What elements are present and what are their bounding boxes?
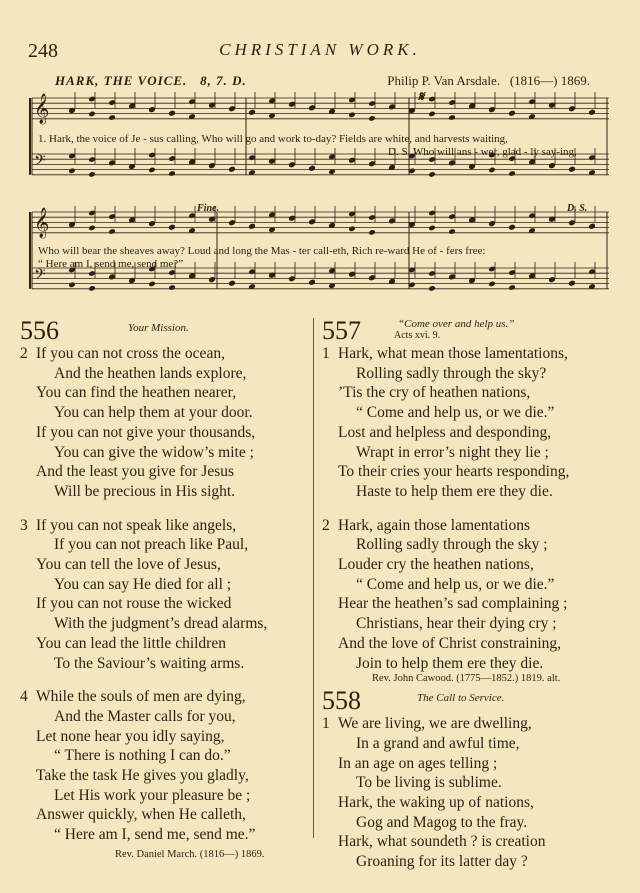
verse-line bbox=[322, 714, 622, 734]
note-head bbox=[428, 225, 436, 232]
verse-line bbox=[20, 707, 305, 727]
verse-line-text: You can lead the little children bbox=[36, 634, 226, 652]
verse-line-text: Christians, hear their dying cry ; bbox=[356, 615, 557, 633]
stanza-gap bbox=[20, 502, 305, 516]
note-head bbox=[68, 168, 76, 175]
verse-line bbox=[322, 364, 622, 384]
verse-line bbox=[322, 813, 622, 833]
verse-line-text: Hark, the waking up of nations, bbox=[338, 794, 534, 812]
verse-line-text: Hark, again those lamentations bbox=[338, 516, 530, 534]
verse-line-text: Groaning for its latter day ? bbox=[356, 853, 528, 871]
verse-line-text: And the least you give for Jesus bbox=[36, 463, 235, 481]
note-head bbox=[508, 224, 516, 231]
verse-line-text: Gog and Magog to the fray. bbox=[356, 813, 528, 831]
verse-line bbox=[20, 423, 305, 443]
stanza-number: 3 bbox=[20, 516, 28, 534]
note-head bbox=[428, 285, 436, 292]
verse-line bbox=[322, 614, 622, 634]
composer-name: Philip P. Van Arsdale. bbox=[387, 73, 501, 88]
note-head bbox=[168, 224, 176, 231]
verse-line-text: And the Master calls for you, bbox=[54, 707, 236, 725]
verse-line bbox=[20, 383, 305, 403]
note-head bbox=[88, 171, 96, 178]
verse-line-text: You can tell the love of Jesus, bbox=[36, 556, 221, 574]
verse-line bbox=[20, 766, 305, 786]
verse-line-text: You can find the heathen nearer, bbox=[36, 384, 237, 402]
hymn-title: Your Mission. bbox=[128, 322, 189, 334]
verse-line-text: Haste to help them ere they die. bbox=[356, 482, 553, 500]
treble-clef-icon: 𝄞 bbox=[34, 94, 50, 124]
note-head bbox=[488, 281, 496, 288]
verse-line-text: Rolling sadly through the sky? bbox=[356, 364, 547, 382]
fine-mark: Fine. bbox=[197, 203, 219, 214]
verse-line bbox=[20, 594, 305, 614]
verse-line bbox=[322, 555, 622, 575]
verse-line bbox=[20, 746, 305, 766]
verse-line-text: Lost and helpless and desponding, bbox=[338, 423, 552, 441]
verse-line bbox=[322, 344, 622, 364]
verse-line-text: If you can not preach like Paul, bbox=[54, 536, 249, 554]
verse-line bbox=[20, 634, 305, 654]
verse-line bbox=[322, 754, 622, 774]
verse-line bbox=[20, 403, 305, 423]
stanza-gap bbox=[20, 673, 305, 687]
note-head bbox=[68, 282, 76, 289]
verse-line-text: In a grand and awful time, bbox=[356, 734, 520, 752]
verse-line-text: And the heathen lands explore, bbox=[54, 364, 247, 382]
verse-line bbox=[322, 383, 622, 403]
verse-line-text: If you can not speak like angels, bbox=[36, 516, 237, 534]
verse-line bbox=[20, 344, 305, 364]
bass-clef-icon: 𝄢 bbox=[34, 152, 46, 173]
verse-line-text: Take the task He gives you gladly, bbox=[36, 767, 249, 785]
verse-line-text: If you can not rouse the wicked bbox=[36, 595, 232, 613]
verse-line bbox=[20, 805, 305, 825]
verse-line-text: Answer quickly, when He calleth, bbox=[36, 806, 246, 824]
tune-title: HARK, THE VOICE. bbox=[55, 73, 188, 88]
note-head bbox=[108, 114, 116, 121]
verse-line-text: Will be precious in His sight. bbox=[54, 482, 236, 500]
verse-line bbox=[20, 825, 305, 845]
system2-lyric-2: “ Here am I, send me, send me?” bbox=[38, 258, 184, 270]
note-head bbox=[368, 115, 376, 122]
tune-composer bbox=[387, 73, 590, 89]
page-number: 248 bbox=[28, 40, 58, 62]
note-head bbox=[148, 167, 156, 174]
hymn-number: 558 bbox=[322, 686, 361, 716]
scripture-reference: Acts xvi. 9. bbox=[394, 330, 441, 341]
verse-line bbox=[322, 423, 622, 443]
verse-line bbox=[322, 832, 622, 852]
note-head bbox=[248, 223, 256, 230]
verse-line bbox=[322, 734, 622, 754]
note-head bbox=[88, 225, 96, 232]
verse-line-text: We are living, we are dwelling, bbox=[338, 715, 532, 733]
verse-line-text: Join to help them ere they die. bbox=[356, 654, 544, 672]
verse-line bbox=[20, 443, 305, 463]
verse-line-text: With the judgment’s dread alarms, bbox=[54, 615, 268, 633]
hymn-556-text bbox=[20, 344, 305, 845]
verse-line-text: You can help them at your door. bbox=[54, 404, 253, 422]
hymn-556 bbox=[20, 318, 305, 860]
hymn-title: “Come over and help us.” bbox=[398, 318, 515, 330]
hymn-558-text bbox=[322, 714, 622, 872]
note-head bbox=[428, 171, 436, 178]
ds-mark: D. S. bbox=[567, 203, 588, 214]
verse-line bbox=[322, 773, 622, 793]
hymn-556-header bbox=[20, 318, 305, 344]
verse-line bbox=[322, 634, 622, 654]
note-head bbox=[508, 284, 516, 291]
hymn-attribution: Rev. Daniel March. (1816—) 1869. bbox=[115, 848, 265, 860]
verse-line-text: If you can not cross the ocean, bbox=[36, 345, 225, 362]
verse-line-text: Hark, what mean those lamentations, bbox=[338, 345, 568, 362]
tune-name bbox=[55, 73, 247, 89]
verse-line-text: To their cries your hearts responding, bbox=[338, 463, 570, 481]
composer-dates: (1816—) 1869. bbox=[509, 73, 590, 88]
verse-line-text: Louder cry the heathen nations, bbox=[338, 556, 534, 574]
verse-line bbox=[20, 575, 305, 595]
note-head bbox=[588, 109, 596, 116]
hymn-557-header bbox=[322, 318, 622, 344]
column-divider bbox=[313, 318, 314, 838]
hymn-number: 557 bbox=[322, 316, 361, 345]
note-head bbox=[168, 110, 176, 117]
note-head bbox=[588, 223, 596, 230]
note-head bbox=[168, 170, 176, 177]
note-head bbox=[508, 110, 516, 117]
note-head bbox=[448, 114, 456, 121]
note-head bbox=[348, 226, 356, 233]
hymn-558-header bbox=[322, 688, 622, 714]
note-head bbox=[368, 229, 376, 236]
verse-line-text: “ Here am I, send me, send me.” bbox=[54, 826, 256, 844]
verse-line-text: Wrapt in error’s night they lie ; bbox=[356, 443, 549, 461]
tune-meter: 8, 7. D. bbox=[200, 73, 247, 88]
note-head bbox=[308, 165, 316, 172]
verse-line-text: To be living is sublime. bbox=[356, 774, 502, 792]
verse-line bbox=[322, 516, 622, 536]
verse-line-text: If you can not give your thousands, bbox=[36, 423, 256, 441]
note-head bbox=[308, 279, 316, 286]
hymn-title: The Call to Service. bbox=[417, 692, 505, 705]
verse-line-text: Let none hear you idly saying, bbox=[36, 727, 225, 745]
verse-line-text: “ Come and help us, or we die.” bbox=[356, 575, 555, 593]
system1-lyric-1: 1. Hark, the voice of Je - sus calling, Who will go and work to-day? Fields are white, and harvests waiting, bbox=[38, 133, 508, 145]
note-head bbox=[148, 281, 156, 288]
note-head bbox=[568, 166, 576, 173]
treble-clef-icon: 𝄞 bbox=[34, 208, 50, 238]
note-head bbox=[228, 166, 236, 173]
note-head bbox=[248, 109, 256, 116]
verse-line bbox=[20, 687, 305, 707]
verse-line bbox=[322, 793, 622, 813]
stanza-number: 1 bbox=[322, 345, 330, 362]
note-head bbox=[108, 228, 116, 235]
verse-line-text: “ There is nothing I can do.” bbox=[54, 747, 231, 765]
system1-lyric-2: D. S. Who will ans - wer, glad - ly say-ing, bbox=[388, 146, 577, 158]
note-head bbox=[428, 111, 436, 118]
verse-line bbox=[322, 852, 622, 872]
verse-line-text: Let His work your pleasure be ; bbox=[54, 786, 251, 804]
verse-line bbox=[322, 462, 622, 482]
right-column bbox=[322, 318, 622, 872]
note-head bbox=[88, 285, 96, 292]
stanza-gap bbox=[322, 502, 622, 516]
verse-line-text: ’Tis the cry of heathen nations, bbox=[338, 384, 531, 402]
verse-line bbox=[322, 654, 622, 674]
note-head bbox=[168, 284, 176, 291]
verse-line-text: You can give the widow’s mite ; bbox=[54, 443, 254, 461]
verse-line-text: In an age on ages telling ; bbox=[338, 754, 498, 772]
verse-line bbox=[322, 443, 622, 463]
verse-line bbox=[322, 575, 622, 595]
verse-line bbox=[20, 555, 305, 575]
verse-line bbox=[322, 403, 622, 423]
note-head bbox=[228, 280, 236, 287]
verse-line bbox=[20, 364, 305, 384]
verse-line-text: “ Come and help us, or we die.” bbox=[356, 404, 555, 422]
verse-line-text: To the Saviour’s waiting arms. bbox=[54, 654, 245, 672]
running-head: CHRISTIAN WORK. bbox=[219, 40, 421, 59]
hymn-557-text bbox=[322, 344, 622, 673]
verse-line-text: You can say He died for all ; bbox=[54, 575, 232, 593]
stanza-number: 4 bbox=[20, 688, 28, 706]
verse-line-text: Hear the heathen’s sad complaining ; bbox=[338, 595, 568, 613]
verse-line-text: Rolling sadly through the sky ; bbox=[356, 536, 548, 554]
verse-line bbox=[20, 786, 305, 806]
note-head bbox=[568, 280, 576, 287]
verse-line bbox=[20, 614, 305, 634]
hymn-attribution: Rev. John Cawood. (1775—1852.) 1819. alt. bbox=[372, 673, 561, 685]
verse-line-text: While the souls of men are dying, bbox=[36, 688, 246, 706]
verse-line bbox=[20, 727, 305, 747]
hymn-number: 556 bbox=[20, 316, 59, 345]
verse-line-text: Hark, what soundeth ? is creation bbox=[338, 833, 546, 851]
verse-line bbox=[322, 482, 622, 502]
verse-line bbox=[20, 516, 305, 536]
note-head bbox=[508, 170, 516, 177]
note-head bbox=[88, 111, 96, 118]
verse-line bbox=[322, 535, 622, 555]
stanza-number: 2 bbox=[20, 345, 28, 362]
verse-line bbox=[20, 462, 305, 482]
note-head bbox=[348, 112, 356, 119]
verse-line bbox=[322, 594, 622, 614]
segno-mark: 𝄋 bbox=[418, 90, 425, 105]
system2-lyric-1: Who will bear the sheaves away? Loud and long the Mas - ter call-eth, Rich re-ward He of - fers free: bbox=[38, 245, 486, 257]
verse-line-text: And the love of Christ constraining, bbox=[338, 634, 561, 652]
stanza-number: 2 bbox=[322, 516, 330, 534]
verse-line bbox=[20, 535, 305, 555]
note-head bbox=[488, 167, 496, 174]
verse-line bbox=[20, 482, 305, 502]
verse-line bbox=[20, 654, 305, 674]
note-head bbox=[448, 228, 456, 235]
bass-clef-icon: 𝄢 bbox=[34, 266, 46, 287]
stanza-number: 1 bbox=[322, 715, 330, 733]
